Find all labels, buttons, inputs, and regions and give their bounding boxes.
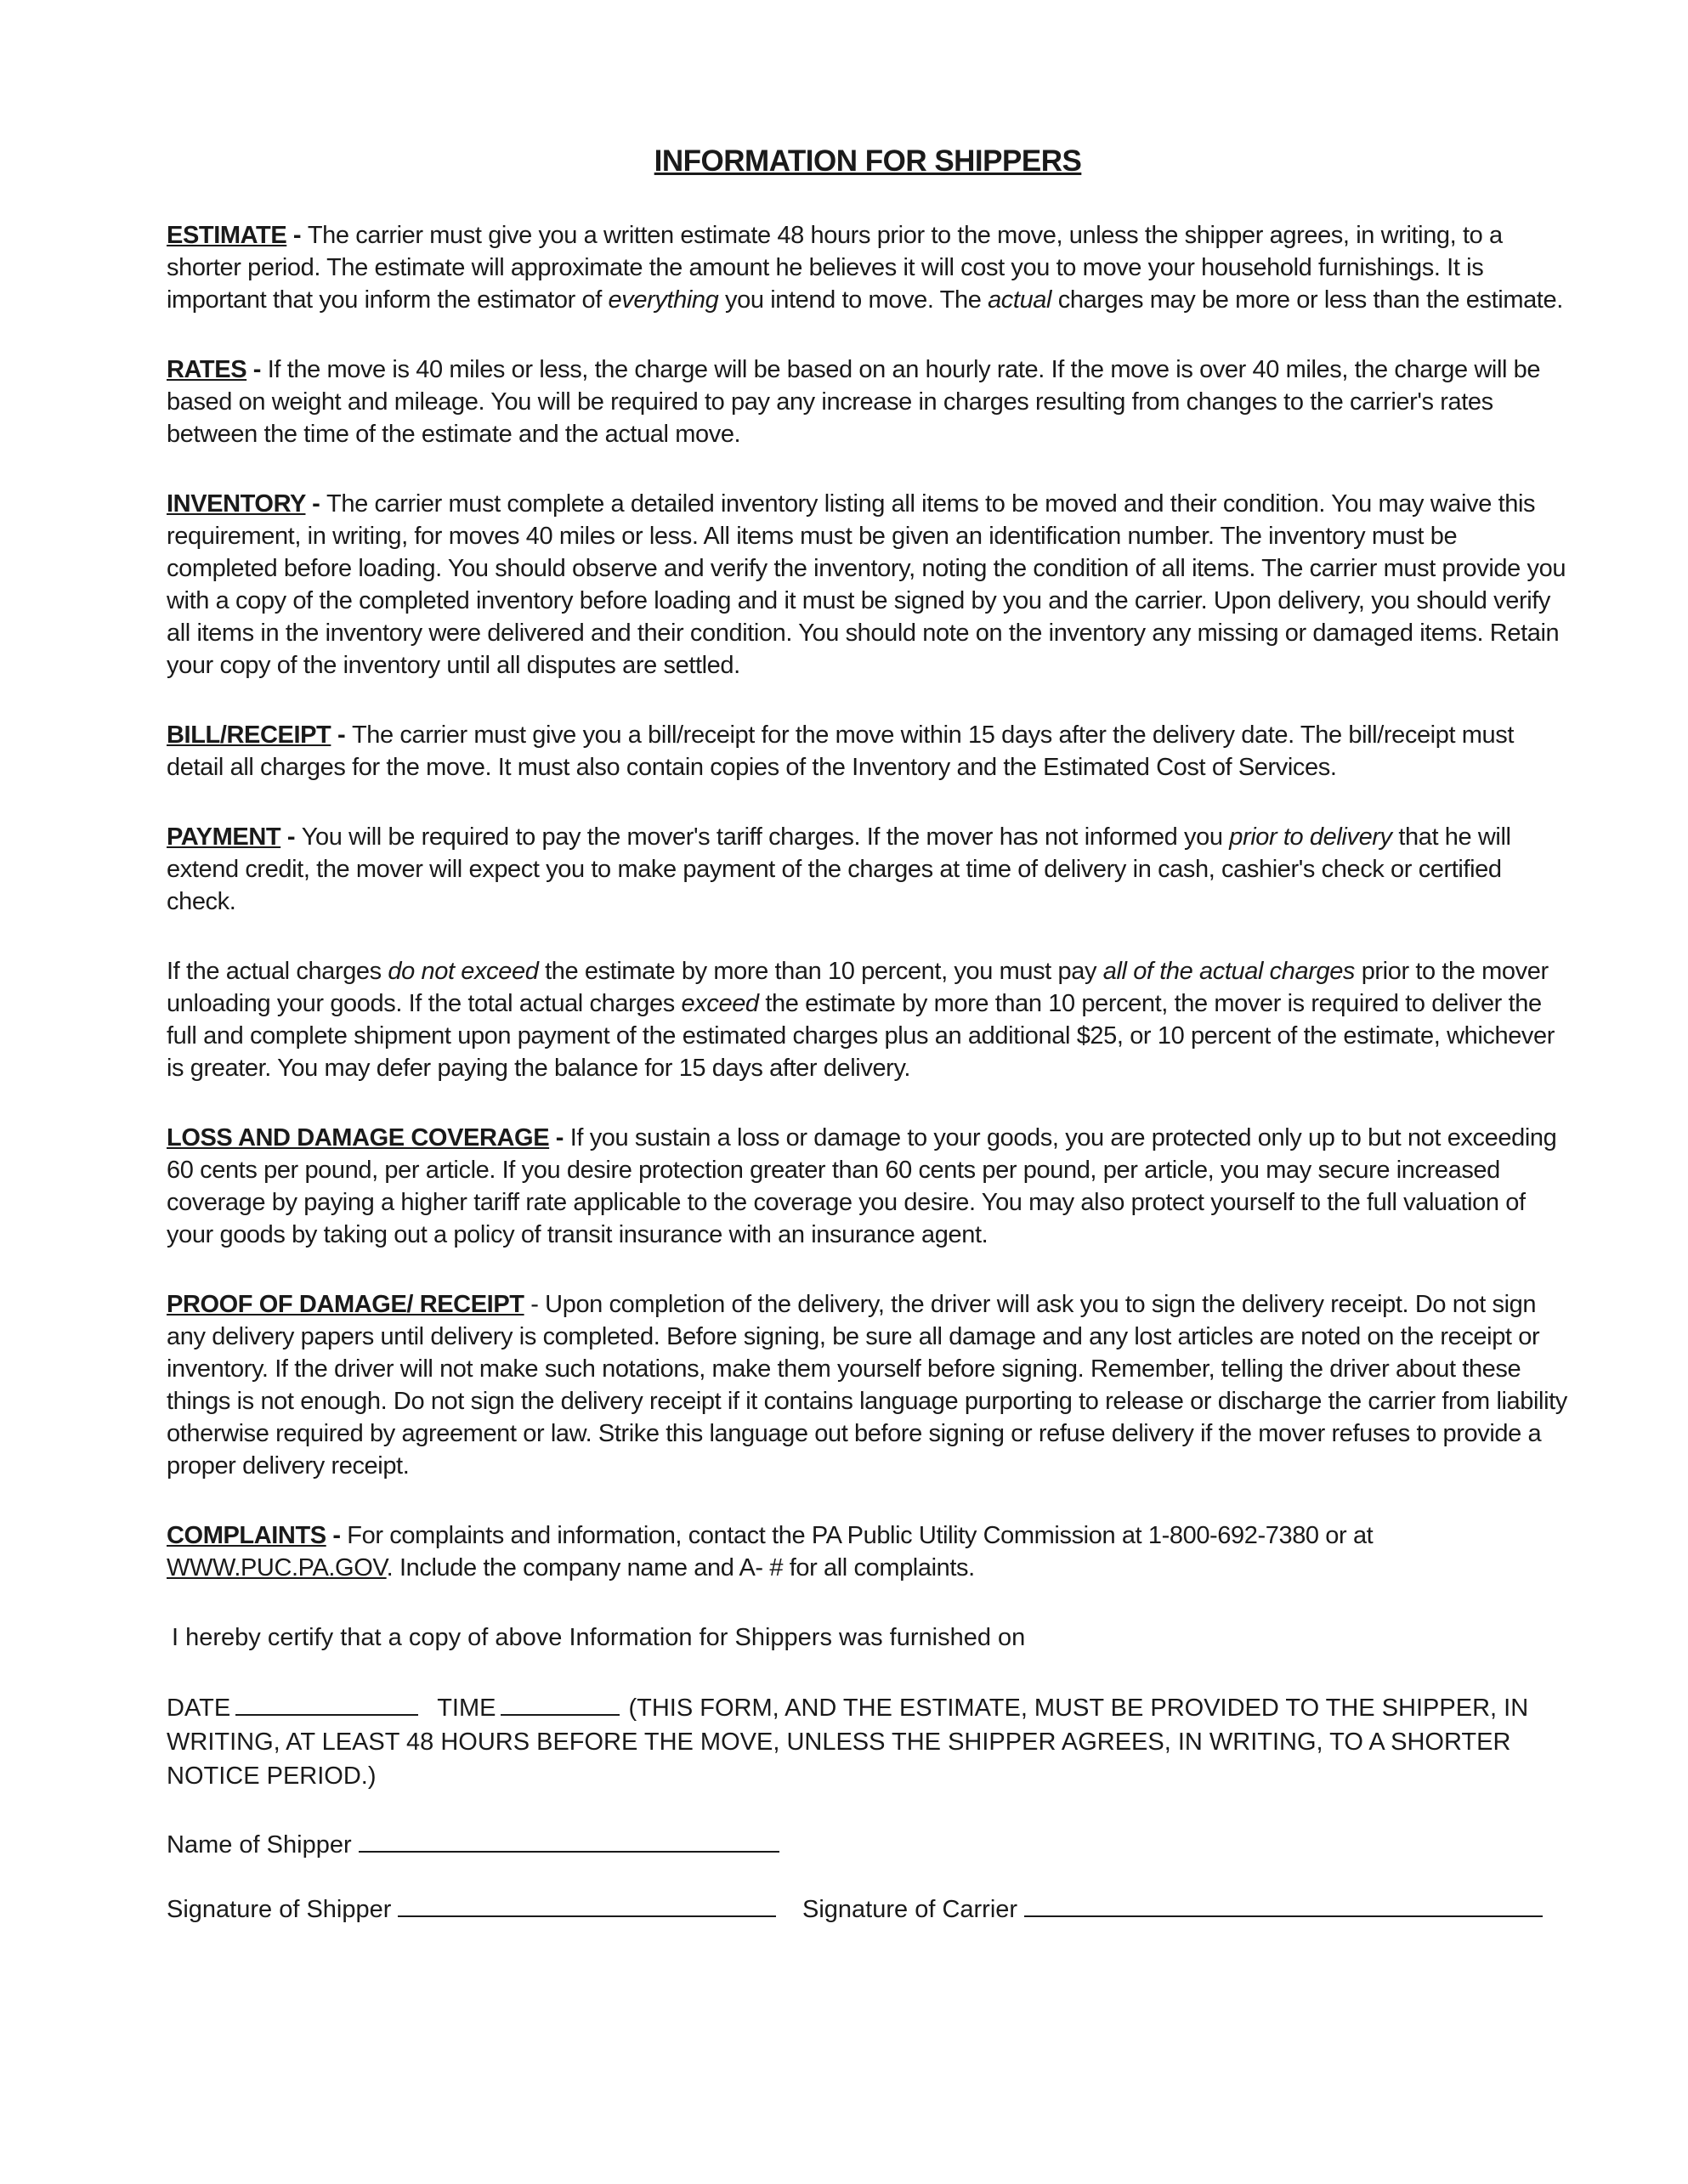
heading-separator: - xyxy=(305,490,327,518)
heading-separator: - xyxy=(280,823,302,851)
section-payment-detail xyxy=(167,955,1569,1084)
emphasis-text: exceed xyxy=(681,990,759,1017)
section-text: you intend to move. The xyxy=(718,286,988,314)
certification-statement: I hereby certify that a copy of above Information for Shippers was furnished on xyxy=(172,1624,1026,1651)
section-text: that he will extend credit, the mover will expect you to make payment of the charges at time of delivery in cash, cashier's check or certified check. xyxy=(167,823,1511,915)
emphasis-text: actual xyxy=(988,286,1052,314)
signature-of-shipper-field[interactable] xyxy=(398,1897,776,1917)
section-text: You will be required to pay the mover's tariff charges. If the mover has not informed you xyxy=(301,823,1230,851)
heading-separator: - xyxy=(524,1291,546,1318)
heading-separator: - xyxy=(331,721,352,749)
section-text: The carrier must complete a detailed inventory listing all items to be moved and their condition. You may waive this requirement, in writing, for moves 40 miles or less. All items must be given an identification number. The inventory must be completed before loading. You should observe and verify the inventory, noting the condition of all items. The carrier must provide you with a copy of the completed inventory before loading and it must be signed by you and the carrier. Upon delivery, you should verify all items in the inventory were delivered and their condition. You should note on the inventory any missing or damaged items. Retain your copy of the inventory until all disputes are settled. xyxy=(167,490,1566,679)
signature-of-carrier-field[interactable] xyxy=(1024,1897,1543,1917)
section-text: Upon completion of the delivery, the driver will ask you to sign the delivery receipt. Do not sign any delivery papers until delivery is completed. Before signing, be sure all damage and any lost articles are noted on the receipt or inventory. If the driver will not make such notations, make them yourself before signing. Remember, telling the driver about these things is not enough. Do not sign the delivery receipt if it contains language purporting to release or discharge the carrier from liability otherwise required by agreement or law. Strike this language out before signing or refuse delivery if the mover refuses to provide a proper delivery receipt. xyxy=(167,1291,1567,1480)
section-heading-bill-receipt: BILL/RECEIPT xyxy=(167,721,331,749)
section-heading-rates: RATES xyxy=(167,356,247,383)
section-text: the estimate by more than 10 percent, you must pay xyxy=(538,958,1103,985)
section-heading-payment: PAYMENT xyxy=(167,823,281,851)
name-of-shipper-label: Name of Shipper xyxy=(167,1831,352,1859)
section-text: charges may be more or less than the estimate. xyxy=(1051,286,1563,314)
section-text: The carrier must give you a bill/receipt for the move within 15 days after the delivery date. The bill/receipt must detail all charges for the move. It must also contain copies of the Inventory and the Estimated Cost of Services. xyxy=(167,721,1515,781)
section-text: the estimate by more than 10 percent, the mover is required to deliver the full and complete shipment upon payment of the estimated charges plus an additional $25, or 10 percent of the estimate, whichever is greater. You may defer paying the balance for 15 days after delivery. xyxy=(167,990,1555,1082)
name-of-shipper-row xyxy=(167,1829,1569,1861)
time-label: TIME xyxy=(437,1695,496,1722)
section-bill-receipt xyxy=(167,719,1569,784)
section-heading-proof-damage: PROOF OF DAMAGE/ RECEIPT xyxy=(167,1291,524,1318)
section-heading-estimate: ESTIMATE xyxy=(167,222,287,249)
section-estimate xyxy=(167,219,1569,316)
section-payment xyxy=(167,821,1569,918)
heading-separator: - xyxy=(286,222,308,249)
document-page xyxy=(167,144,1569,1958)
section-inventory xyxy=(167,488,1569,682)
section-text: . Include the company name and A- # for all complaints. xyxy=(386,1554,975,1581)
section-loss-damage xyxy=(167,1122,1569,1251)
carrier-signature-group xyxy=(802,1893,1543,1926)
section-text: If the actual charges xyxy=(167,958,388,985)
section-heading-loss-damage: LOSS AND DAMAGE COVERAGE xyxy=(167,1124,550,1151)
time-field[interactable] xyxy=(501,1694,620,1716)
date-label: DATE xyxy=(167,1695,231,1722)
emphasis-text: all of the actual charges xyxy=(1102,958,1356,985)
emphasis-text: prior to delivery xyxy=(1229,823,1392,851)
emphasis-text: everything xyxy=(608,286,719,314)
section-heading-complaints: COMPLAINTS xyxy=(167,1522,326,1549)
document-title: INFORMATION FOR SHIPPERS xyxy=(654,144,1082,178)
section-text: For complaints and information, contact the PA Public Utility Commission at 1-800-692-7380 or at xyxy=(347,1522,1374,1549)
notice-text: (THIS FORM, AND THE ESTIMATE, MUST BE PROVIDED TO THE SHIPPER, IN WRITING, AT LEAST 48 HOURS BEFORE THE MOVE, UNLESS THE SHIPPER AGREES, IN WRITING, TO A SHORTER NOTICE PERIOD.) xyxy=(167,1695,1529,1790)
section-complaints xyxy=(167,1519,1569,1584)
date-field[interactable] xyxy=(235,1694,418,1716)
section-text: If the move is 40 miles or less, the charge will be based on an hourly rate. If the move is over 40 miles, the charge will be based on weight and mileage. You will be required to pay any increase in charges resulting from changes to the carrier's rates between the time of the estimate and the actual move. xyxy=(167,356,1541,448)
section-text: If you sustain a loss or damage to your goods, you are protected only up to but not exceeding 60 cents per pound, per article. If you desire protection greater than 60 cents per pound, per article, you may secure increased coverage by paying a higher tariff rate applicable to the coverage you desire. You may also protect yourself to the full valuation of your goods by taking out a policy of transit insurance with an insurance agent. xyxy=(167,1124,1557,1248)
section-heading-inventory: INVENTORY xyxy=(167,490,306,518)
signature-of-shipper-label: Signature of Shipper xyxy=(167,1896,392,1923)
heading-separator: - xyxy=(326,1522,348,1549)
section-rates xyxy=(167,354,1569,450)
section-text: The carrier must give you a written estimate 48 hours prior to the move, unless the shipper agrees, in writing, to a shorter period. The estimate will approximate the amount he believes it will cost you to move your household furnishings. It is important that you inform the estimator of xyxy=(167,222,1503,314)
name-of-shipper-field[interactable] xyxy=(359,1832,779,1853)
heading-separator: - xyxy=(246,356,268,383)
section-text: prior to the mover unloading your goods. If the total actual charges xyxy=(167,958,1549,1017)
signature-row xyxy=(167,1893,1569,1926)
signature-of-carrier-label: Signature of Carrier xyxy=(802,1896,1018,1923)
heading-separator: - xyxy=(549,1124,570,1151)
puc-website-link[interactable]: WWW.PUC.PA.GOV xyxy=(167,1554,387,1581)
date-time-block xyxy=(167,1691,1569,1793)
section-proof-damage xyxy=(167,1288,1569,1482)
emphasis-text: do not exceed xyxy=(388,958,539,985)
